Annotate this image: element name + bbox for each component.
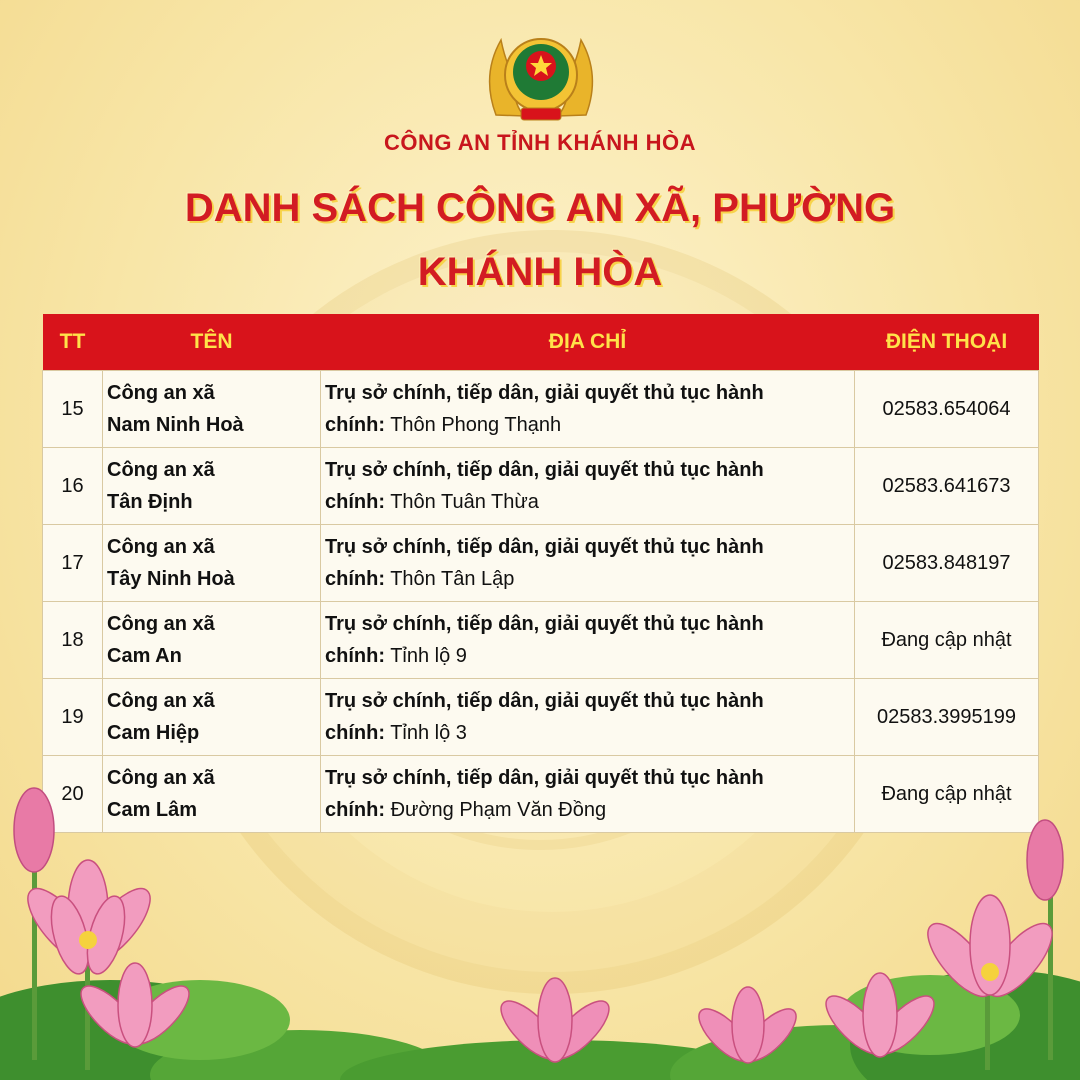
station-name [103,602,321,679]
table-header-row [43,314,1039,371]
police-station-table [42,314,1039,833]
station-name [103,448,321,525]
station-address [321,448,855,525]
police-emblem-icon [476,20,606,130]
station-name [103,679,321,756]
address-label-line1: Trụ sở chính, tiếp dân, giải quyết thủ tục hành [325,613,764,635]
row-number: 17 [43,525,103,602]
page-title-line2: KHÁNH HÒA [417,250,663,294]
station-name-line1: Công an xã [107,613,215,635]
address-label-line1: Trụ sở chính, tiếp dân, giải quyết thủ tục hành [325,382,764,404]
page-title-line1: DANH SÁCH CÔNG AN XÃ, PHƯỜNG [184,186,896,230]
station-address [321,525,855,602]
address-label-line2: chính: [325,799,385,821]
table-row [43,525,1039,602]
column-header-tt: TT [43,314,103,371]
row-number: 20 [43,756,103,833]
address-label-line1: Trụ sở chính, tiếp dân, giải quyết thủ tục hành [325,536,764,558]
row-number: 18 [43,602,103,679]
address-label-line1: Trụ sở chính, tiếp dân, giải quyết thủ tục hành [325,767,764,789]
table-row [43,602,1039,679]
address-label-line2: chính: [325,722,385,744]
station-name-line1: Công an xã [107,690,215,712]
station-address [321,602,855,679]
column-header-name: TÊN [103,314,321,371]
table-row [43,679,1039,756]
station-name-line2: Nam Ninh Hoà [107,414,244,436]
row-number: 16 [43,448,103,525]
station-name-line2: Cam An [107,645,182,667]
row-number: 19 [43,679,103,756]
station-name-line2: Tân Định [107,491,193,513]
address-label-line2: chính: [325,414,385,436]
station-phone: 02583.641673 [855,448,1039,525]
address-value: Thôn Phong Thạnh [390,414,562,436]
station-name-line1: Công an xã [107,536,215,558]
address-label-line2: chính: [325,568,385,590]
address-label-line1: Trụ sở chính, tiếp dân, giải quyết thủ tục hành [325,459,764,481]
station-name-line1: Công an xã [107,382,215,404]
row-number: 15 [43,371,103,448]
organization-name: CÔNG AN TỈNH KHÁNH HÒA [383,130,697,155]
table-row [43,448,1039,525]
station-name-line1: Công an xã [107,767,215,789]
station-phone: Đang cập nhật [855,602,1039,679]
station-phone: Đang cập nhật [855,756,1039,833]
address-value: Đường Phạm Văn Đồng [390,799,607,821]
column-header-phone: ĐIỆN THOẠI [855,314,1039,371]
station-phone: 02583.654064 [855,371,1039,448]
address-label-line2: chính: [325,645,385,667]
station-name-line2: Cam Lâm [107,799,198,821]
station-address [321,679,855,756]
station-address [321,371,855,448]
address-value: Tỉnh lộ 3 [390,722,467,744]
lotus-flowers-decoration [0,780,1080,1080]
station-name-line2: Cam Hiệp [107,722,200,744]
address-value: Thôn Tuân Thừa [390,491,539,513]
address-label-line2: chính: [325,491,385,513]
column-header-address: ĐỊA CHỈ [321,314,855,371]
table-row [43,371,1039,448]
station-phone: 02583.848197 [855,525,1039,602]
station-name-line2: Tây Ninh Hoà [107,568,235,590]
station-name [103,525,321,602]
station-phone: 02583.3995199 [855,679,1039,756]
address-label-line1: Trụ sở chính, tiếp dân, giải quyết thủ tục hành [325,690,764,712]
address-value: Thôn Tân Lập [390,568,515,590]
address-value: Tỉnh lộ 9 [390,645,467,667]
station-name [103,371,321,448]
station-name-line1: Công an xã [107,459,215,481]
